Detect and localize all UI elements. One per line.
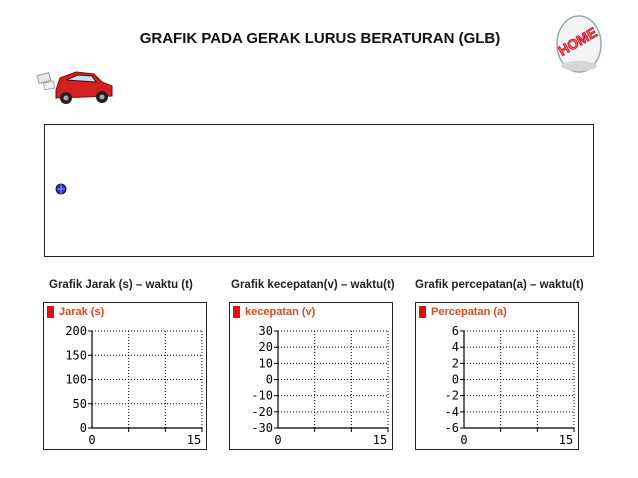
y-tick-label: 4 — [451, 340, 459, 355]
legend-swatch — [419, 306, 426, 318]
graph-velocity — [229, 302, 393, 450]
x-tick-label: 0 — [88, 433, 96, 447]
y-tick-label: -30 — [251, 421, 273, 435]
graph-acceleration — [415, 302, 579, 450]
page-title: GRAFIK PADA GERAK LURUS BERATURAN (GLB) — [139, 30, 501, 47]
graph-distance — [43, 302, 207, 450]
plot-velocity — [230, 303, 392, 449]
exhaust-smoke — [37, 73, 54, 90]
x-tick-label: 15 — [186, 433, 202, 447]
y-tick-label: 150 — [65, 348, 87, 363]
y-tick-label: 200 — [65, 324, 87, 338]
plot-distance — [44, 303, 206, 449]
y-tick-label: 100 — [65, 372, 87, 387]
simulation-panel — [44, 124, 594, 257]
home-label: HOME — [555, 23, 600, 59]
plot-acceleration — [416, 303, 578, 449]
y-tick-label: 2 — [451, 356, 459, 371]
y-tick-label: 0 — [451, 372, 459, 387]
y-tick-label: 30 — [258, 324, 273, 338]
y-tick-label: 50 — [72, 396, 87, 411]
y-tick-label: -4 — [444, 404, 459, 419]
legend-label: Percepatan (a) — [431, 306, 507, 318]
legend-label: kecepatan (v) — [245, 306, 316, 318]
moving-object-icon[interactable] — [55, 182, 67, 196]
graph-title-distance: Grafik Jarak (s) – waktu (t) — [49, 279, 193, 291]
y-tick-label: 0 — [265, 372, 273, 387]
legend-velocity — [233, 306, 315, 318]
x-tick-label: 0 — [460, 433, 468, 447]
graph-title-acceleration: Grafik percepatan(a) – waktu(t) — [415, 279, 584, 291]
home-button[interactable] — [554, 12, 604, 74]
y-tick-label: -10 — [251, 388, 273, 403]
legend-acceleration — [419, 306, 507, 318]
legend-label: Jarak (s) — [59, 306, 105, 318]
y-tick-label: -6 — [444, 421, 459, 435]
y-tick-label: -20 — [251, 404, 273, 419]
graph-title-velocity: Grafik kecepatan(v) – waktu(t) — [231, 279, 395, 291]
y-tick-label: 20 — [258, 340, 273, 355]
legend-swatch — [233, 306, 240, 318]
legend-distance — [47, 306, 104, 318]
y-tick-label: -2 — [444, 388, 459, 403]
x-tick-label: 0 — [274, 433, 282, 447]
y-tick-label: 6 — [451, 324, 459, 338]
y-tick-label: 10 — [258, 356, 273, 371]
x-tick-label: 15 — [372, 433, 388, 447]
legend-swatch — [47, 306, 54, 318]
car-icon — [36, 66, 116, 106]
y-tick-label: 0 — [79, 421, 87, 435]
x-tick-label: 15 — [558, 433, 574, 447]
